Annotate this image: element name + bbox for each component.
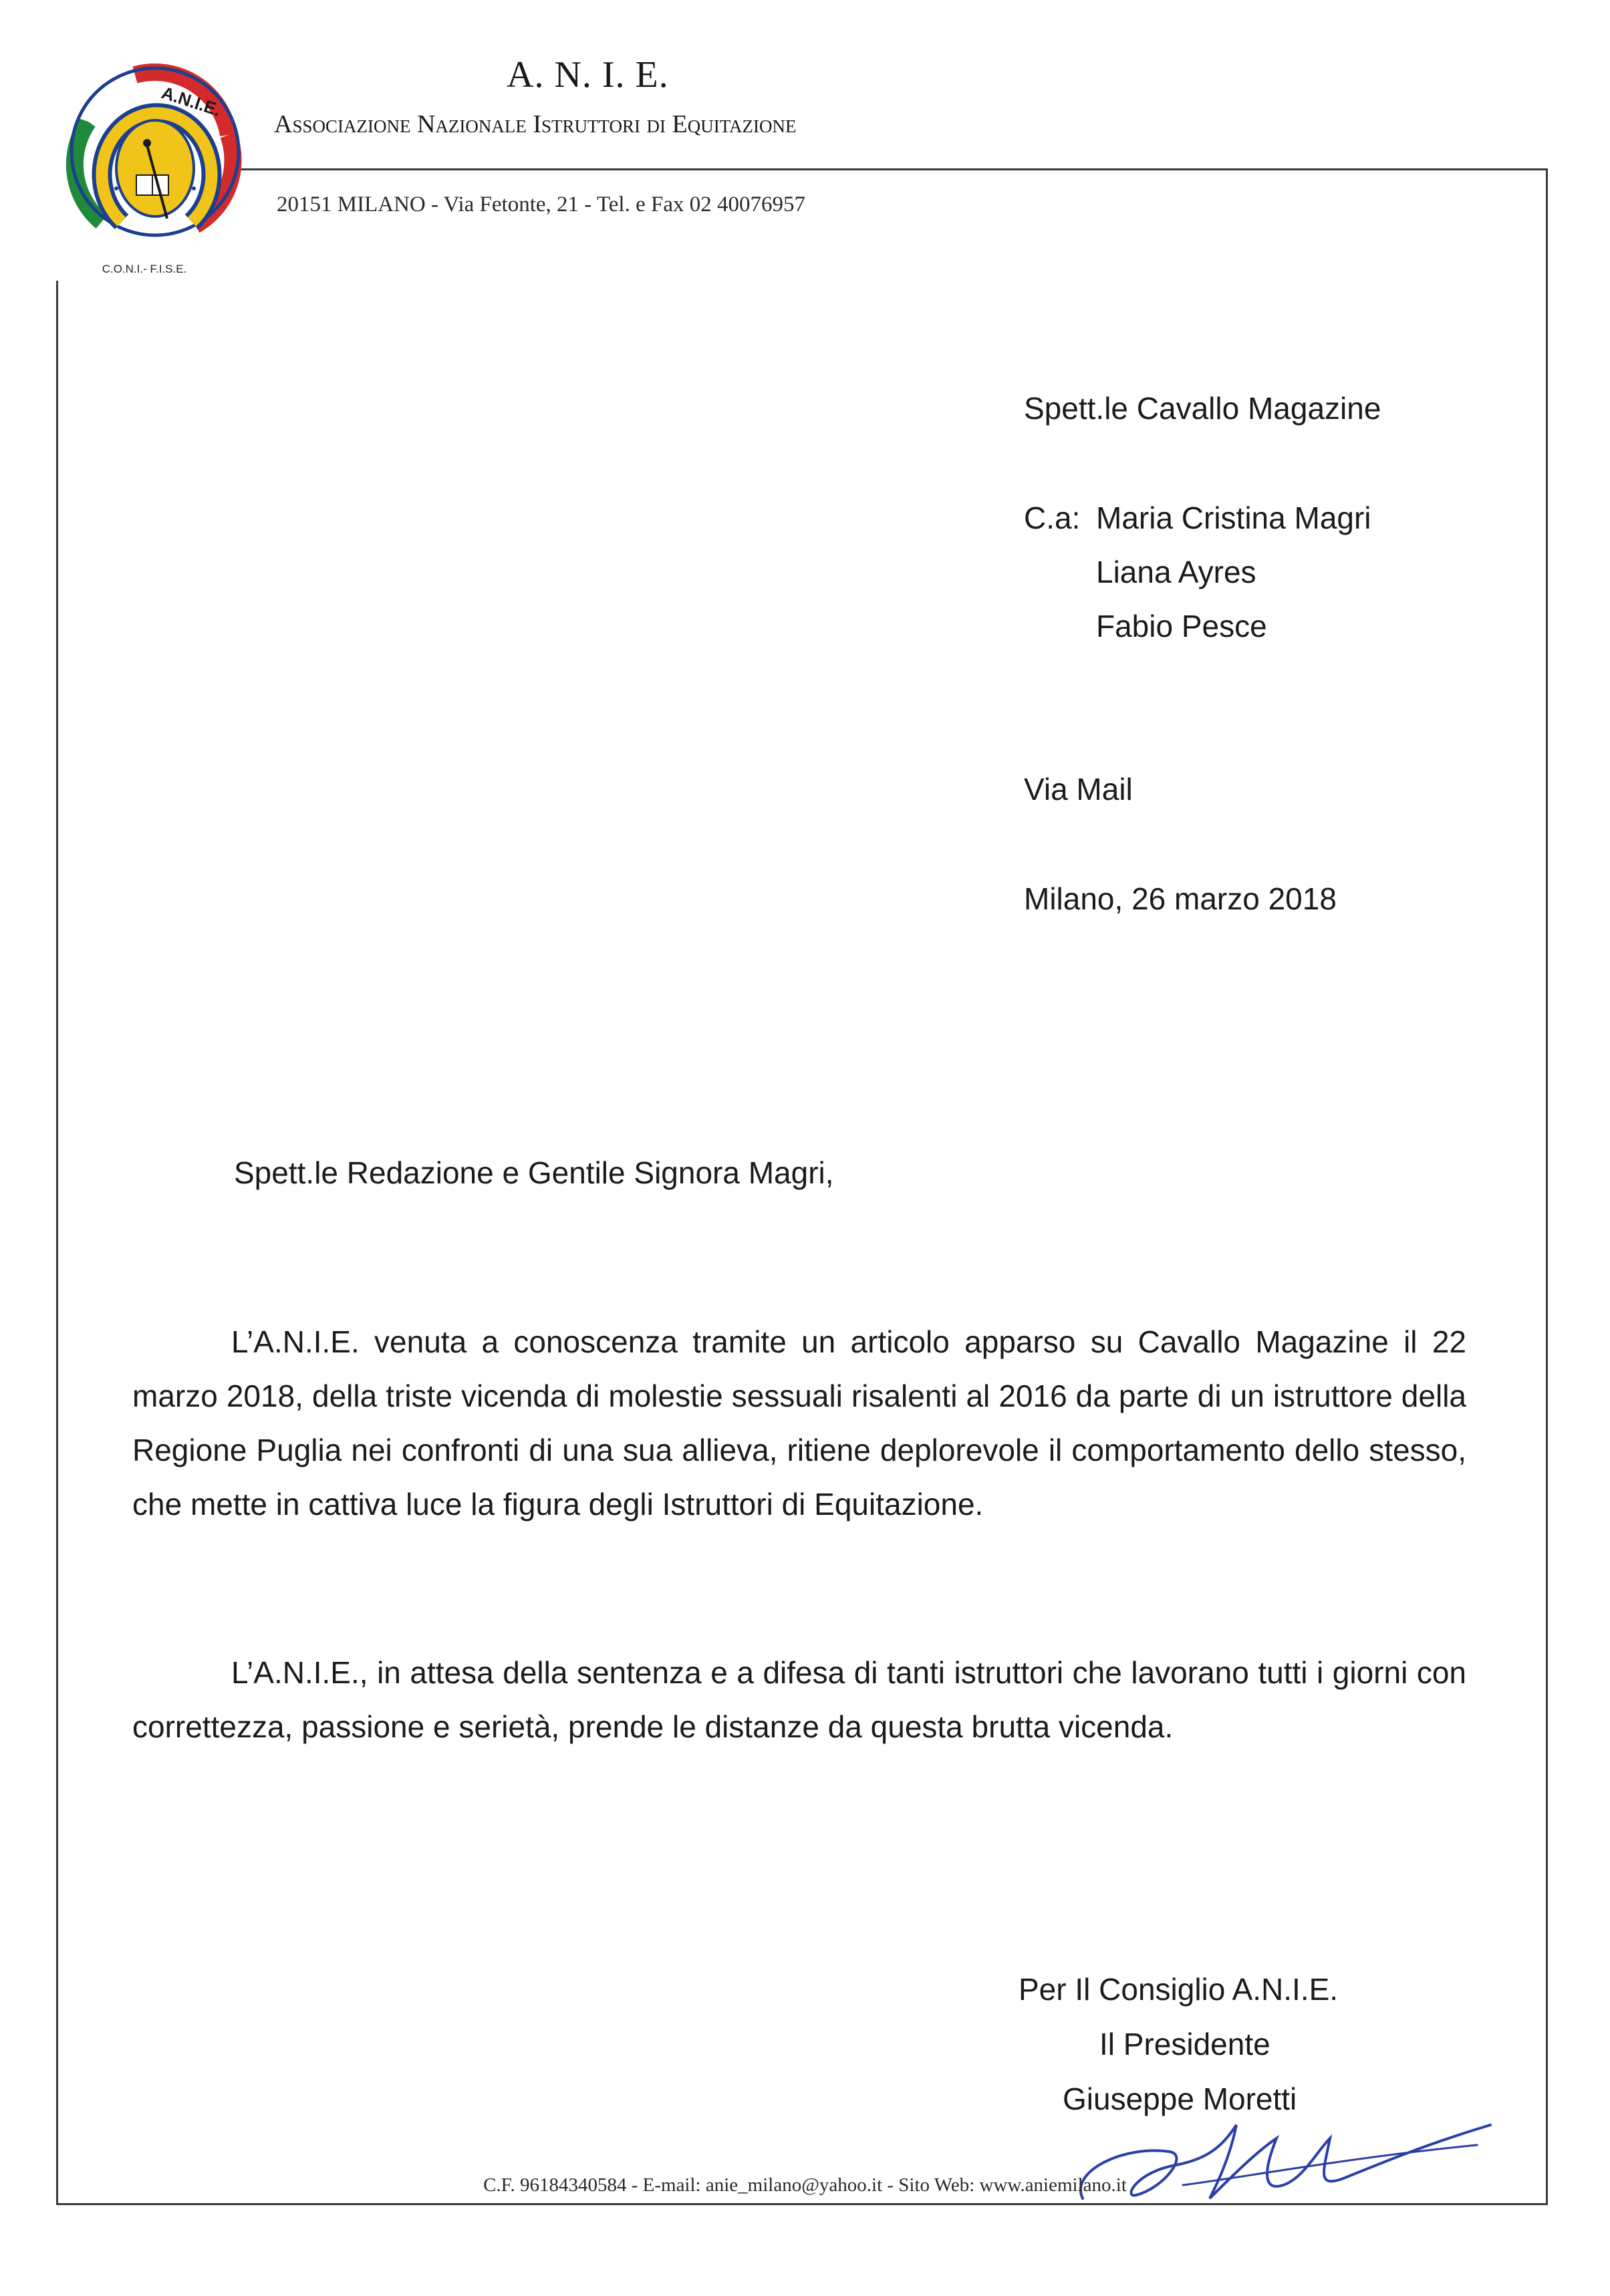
body-paragraph: L’A.N.I.E. venuta a conoscenza tramite un articolo apparso su Cavallo Magazine il 22 marzo 2018, della triste vicenda di molestie sessuali risalenti al 2016 da parte di un istruttore della Regione Puglia nei confronti di una sua allieva, ritiene deplorevole il comportamento dello stesso, che mette in cattiva luce la figura degli Istruttori di Equitazione. xyxy=(132,1324,1466,1522)
letter-date: Milano, 26 marzo 2018 xyxy=(1024,881,1337,916)
logo-ring-text: A.N.I.E. xyxy=(159,82,223,120)
closing-title: Il Presidente xyxy=(1099,2027,1270,2061)
closing-line: Per Il Consiglio A.N.I.E. xyxy=(1019,1972,1339,2007)
signature xyxy=(1063,2071,1497,2218)
ca-prefix: C.a: xyxy=(1024,500,1081,535)
recipient-name: Maria Cristina Magri xyxy=(1096,500,1371,535)
body-paragraph: L’A.N.I.E., in attesa della sentenza e a difesa di tanti istruttori che lavorano tutti i giorni con correttezza, passione e serietà, prende le distanze da questa brutta vicenda. xyxy=(132,1655,1466,1744)
anie-logo-icon xyxy=(61,55,242,259)
logo-caption: C.O.N.I.- F.I.S.E. xyxy=(102,263,187,275)
signatory-name: Giuseppe Moretti xyxy=(1063,2082,1297,2116)
recipient-line: Spett.le Cavallo Magazine xyxy=(1024,391,1381,426)
org-acronym: A. N. I. E. xyxy=(507,54,669,96)
footer-contact: C.F. 96184340584 - E-mail: anie_milano@yahoo.it - Sito Web: www.aniemilano.it xyxy=(483,2174,1127,2196)
recipient-name: Liana Ayres xyxy=(1096,555,1256,589)
salutation: Spett.le Redazione e Gentile Signora Magri, xyxy=(234,1155,834,1190)
recipient-name: Fabio Pesce xyxy=(1096,609,1267,643)
org-name: Associazione Nazionale Istruttori di Equitazione xyxy=(274,110,797,138)
org-address: 20151 MILANO - Via Fetonte, 21 - Tel. e Fax 02 40076957 xyxy=(277,192,805,217)
delivery-method: Via Mail xyxy=(1024,772,1133,807)
